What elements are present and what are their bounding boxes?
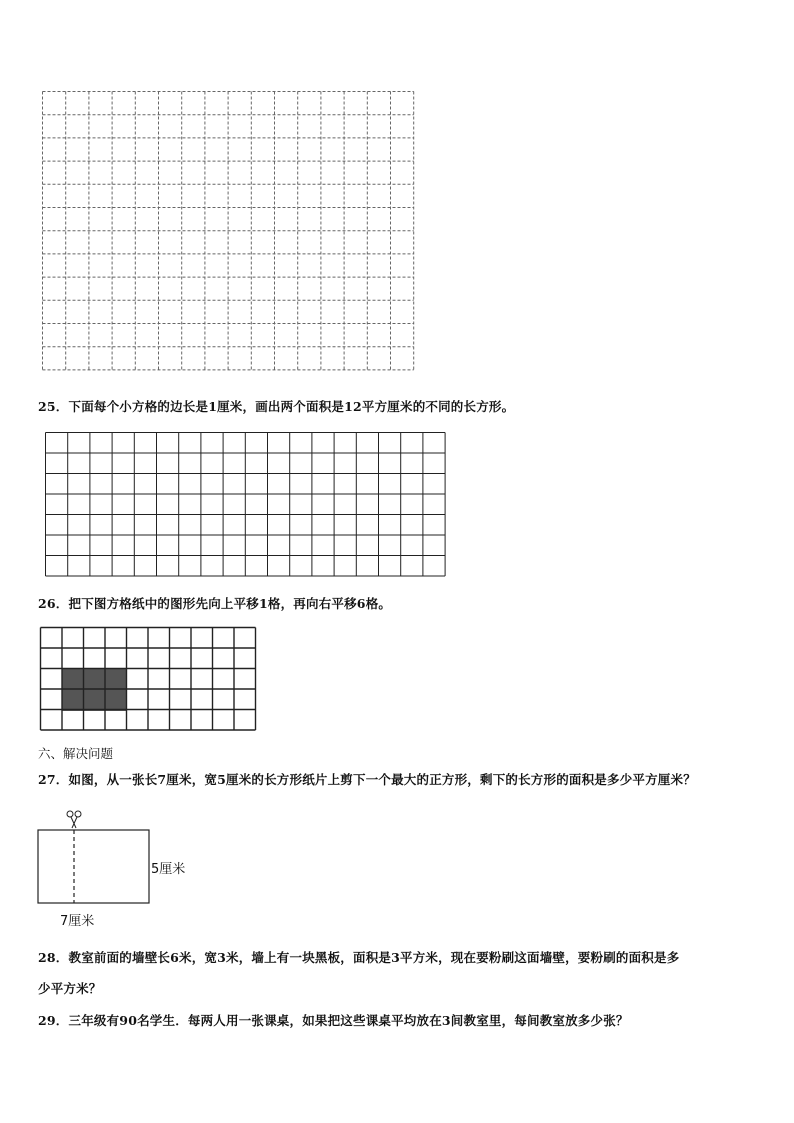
section-title: 六、解决问题 (38, 746, 114, 761)
question-28-line-2: 少平方米？ (38, 981, 102, 996)
question-27: 27．如图，从一张长7厘米，宽5厘米的长方形纸片上剪下一个最大的正方形，剩下的长方形的面积是多少平方厘米？ (38, 772, 696, 787)
width-label: 5厘米 (151, 862, 186, 877)
square-grid-q25 (45, 432, 447, 577)
question-25: 25．下面每个小方格的边长是1厘米，画出两个面积是12平方厘米的不同的长方形。 (38, 399, 515, 414)
shaded-rectangle (62, 669, 127, 711)
question-28-line-1: 28．教室前面的墙壁长6米，宽3米，墙上有一块黑板，面积是3平方米，现在要粉刷这面墙壁，要粉刷的面积是多 (38, 950, 680, 965)
square-grid-q26 (40, 627, 258, 731)
question-29: 29．三年级有90名学生．每两人用一张课桌，如果把这些课桌平均放在3间教室里，每间教室放多少张？ (38, 1013, 629, 1028)
question-26: 26．把下图方格纸中的图形先向上平移1格，再向右平移6格。 (38, 596, 392, 611)
scissors-icon (67, 811, 81, 828)
length-label: 7厘米 (60, 914, 95, 929)
dashed-grid (42, 91, 417, 373)
